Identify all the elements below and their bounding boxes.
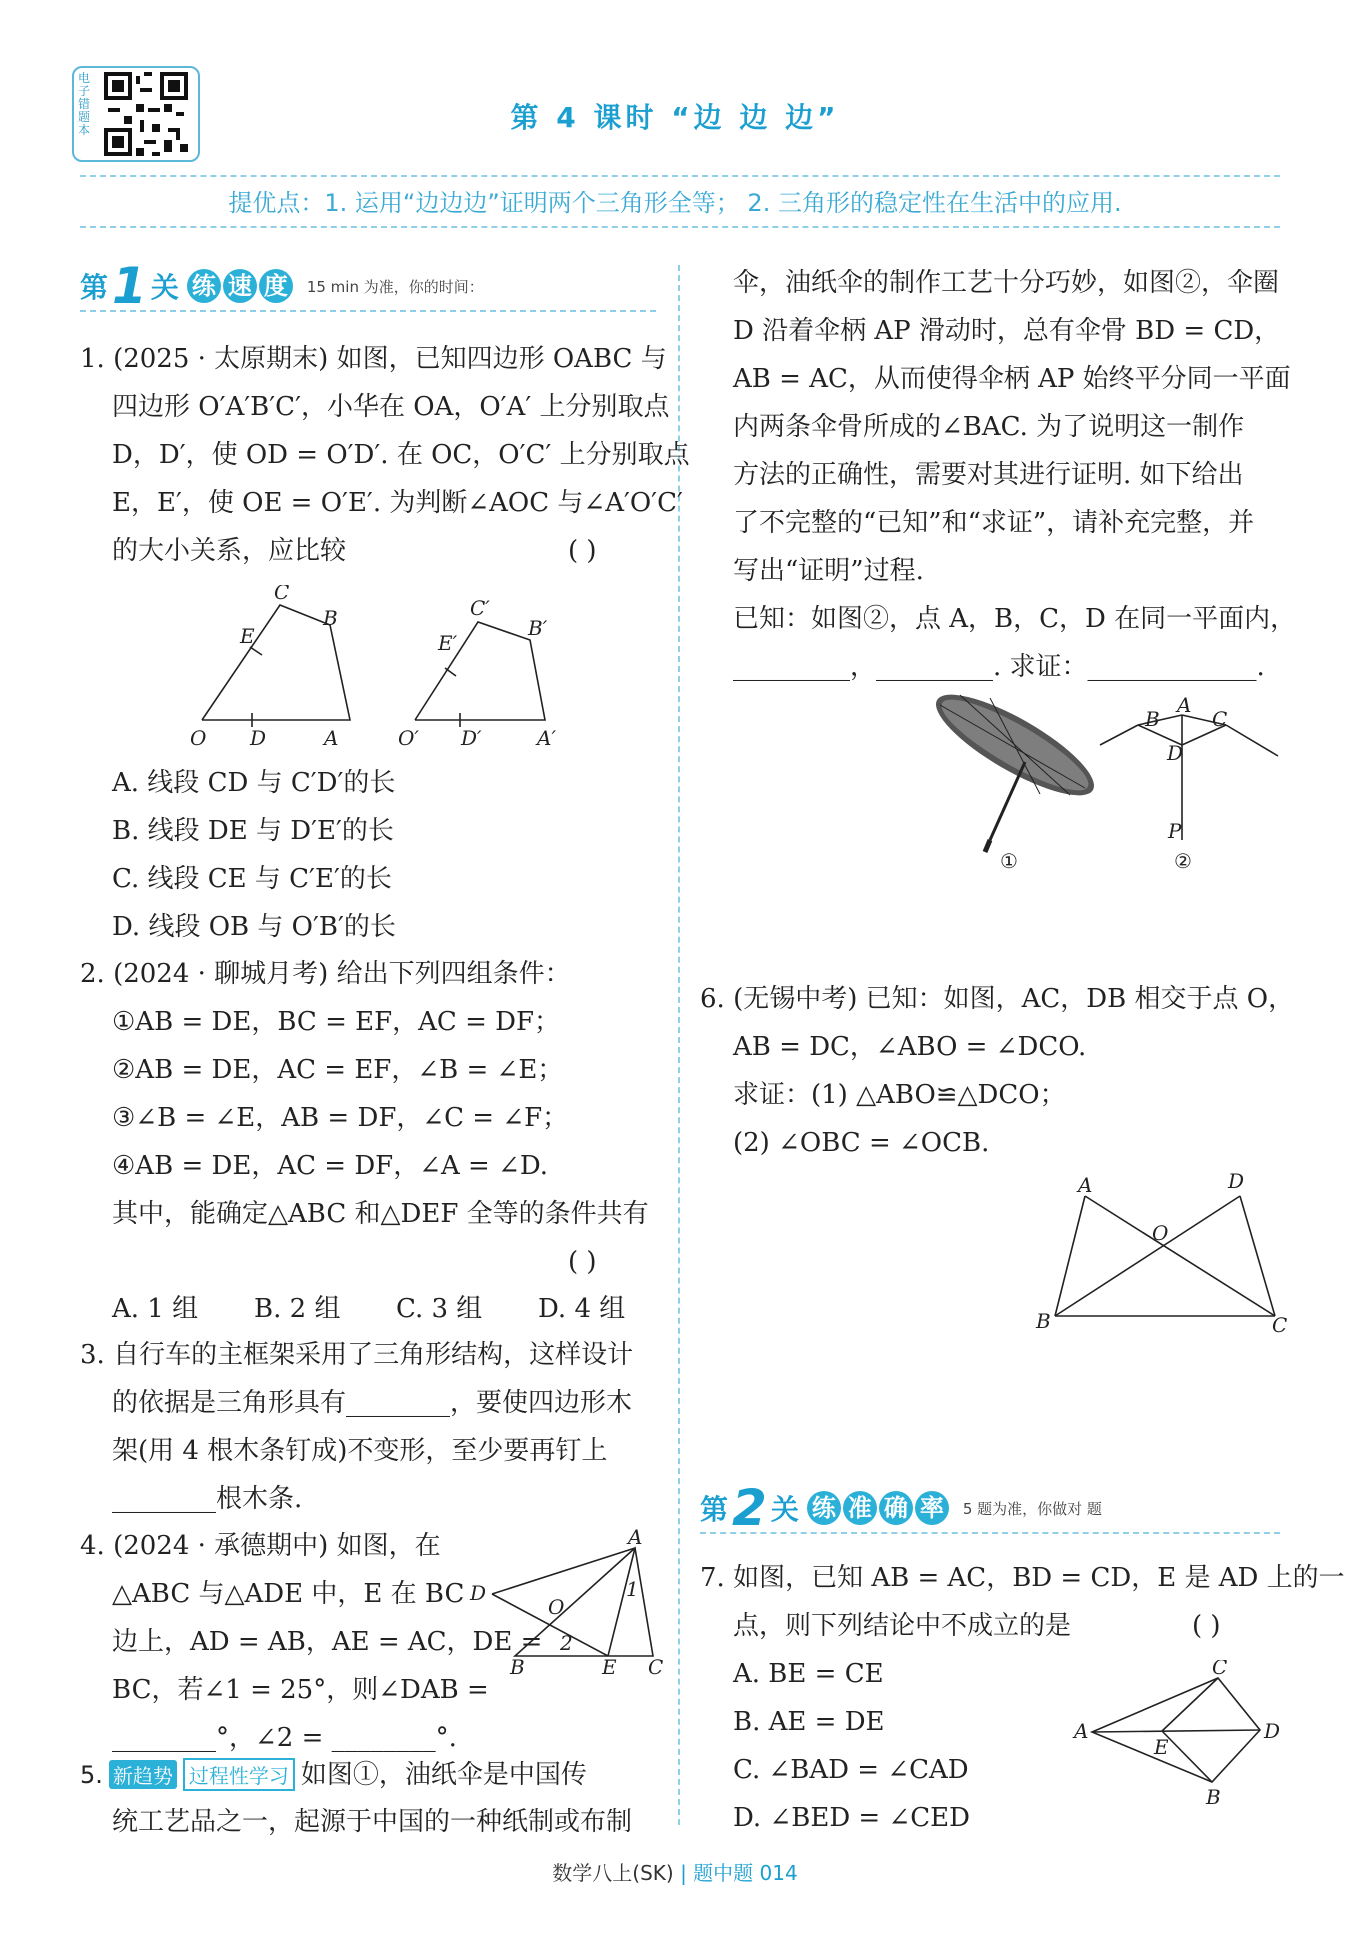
fig-label: 2 — [560, 1631, 573, 1655]
q1-line: D，D′，使 OD = O′D′. 在 OC，O′C′ 上分别取点 — [112, 440, 690, 470]
fig-label: C′ — [470, 596, 490, 620]
section2-header — [700, 1479, 1102, 1537]
fig-label: E — [240, 624, 255, 648]
fig-label: C — [1212, 1660, 1228, 1679]
q1-figure — [180, 585, 580, 750]
q1-block — [80, 343, 690, 567]
key-points: 提优点：1. 运用“边边边”证明两个三角形全等； 2. 三角形的稳定性在生活中的应用. — [228, 189, 1122, 217]
figure-caption: ② — [1174, 849, 1192, 873]
q2-line: 2. (2024 · 聊城月考) 给出下列四组条件： — [80, 959, 571, 989]
q5-figure — [930, 690, 1290, 880]
fig-label: D — [1264, 1719, 1281, 1743]
section1-guan: 关 — [150, 271, 179, 304]
fig-label: D — [1228, 1169, 1245, 1193]
page-number: 014 — [759, 1861, 798, 1885]
page-footer — [0, 1857, 1350, 1886]
fig-label: O — [548, 1595, 565, 1619]
fig-label: O′ — [398, 726, 419, 750]
q6-line: AB = DC，∠ABO = ∠DCO. — [733, 1032, 1087, 1062]
q2-line: 其中，能确定△ABC 和△DEF 全等的条件共有 — [112, 1199, 649, 1229]
fig-label: C — [648, 1655, 664, 1678]
fig-label: A — [1078, 1173, 1093, 1197]
q7-option-b[interactable]: B. AE = DE — [733, 1707, 885, 1737]
q1-line: 的大小关系，应比较 — [112, 536, 347, 566]
footer-book: 数学八上(SK) — [552, 1861, 674, 1885]
fig-label: E — [602, 1655, 617, 1678]
fig-label: C — [1272, 1313, 1288, 1337]
fig-label: B — [323, 606, 338, 630]
q5-line: 统工艺品之一，起源于中国的一种纸制或布制 — [112, 1807, 633, 1837]
q3-block — [80, 1339, 633, 1515]
section1-badge — [187, 269, 293, 303]
fig-label: A — [628, 1528, 643, 1549]
q6-figure — [1030, 1168, 1290, 1338]
q1-option-b[interactable]: B. 线段 DE 与 D′E′的长 — [112, 816, 394, 846]
section1-note: 15 min 为准，你的时间： — [306, 277, 484, 296]
points-divider — [80, 226, 1280, 228]
q1-option-d[interactable]: D. 线段 OB 与 O′B′的长 — [112, 912, 396, 942]
q7-block — [700, 1562, 1345, 1642]
q2-line: ③∠B = ∠E，AB = DF，∠C = ∠F； — [112, 1103, 569, 1133]
q7-answer-paren[interactable]: ( ) — [1192, 1611, 1221, 1641]
q3-line[interactable]: 的依据是三角形具有________，要使四边形木 — [112, 1388, 633, 1418]
q5-number: 5. — [80, 1760, 103, 1789]
q4-line: △ABC 与△ADE 中，E 在 BC — [112, 1579, 465, 1609]
section2-di: 第 — [700, 1493, 729, 1526]
q2-line: ④AB = DE，AC = DF，∠A = ∠D. — [112, 1151, 549, 1181]
q7-option-d[interactable]: D. ∠BED = ∠CED — [733, 1803, 970, 1833]
q5-line: 如图①，油纸伞是中国传 — [300, 1759, 587, 1790]
q2-answer-paren[interactable]: ( ) — [568, 1247, 597, 1277]
fig-label: B — [1036, 1309, 1051, 1333]
lesson-title: 第 4 课时 “边 边 边” — [510, 101, 840, 134]
q1-options — [112, 767, 396, 943]
section2-num: 2 — [732, 1479, 767, 1537]
q2-block — [80, 958, 649, 1230]
q1-line: 四边形 O′A′B′C′，小华在 OA，O′A′ 上分别取点 — [112, 392, 670, 422]
q4-figure — [460, 1528, 670, 1678]
qr-label: 电子错题本 — [78, 71, 91, 137]
umbrella-icon — [930, 690, 1106, 852]
q1-answer-paren[interactable]: ( ) — [568, 536, 597, 566]
fig-label: A′ — [537, 726, 556, 750]
title-divider — [80, 175, 1280, 177]
q5-line: 方法的正确性，需要对其进行证明. 如下给出 — [733, 460, 1244, 490]
q5-line: 了不完整的“已知”和“求证”，请补充完整，并 — [733, 508, 1255, 538]
q5-blank-line[interactable]: _________，_________. 求证：_____________. — [733, 652, 1265, 682]
fig-label: D′ — [461, 726, 482, 750]
badge-char: 练 — [187, 269, 221, 303]
fig-label: B — [1145, 707, 1160, 731]
section2-underline — [700, 1532, 1280, 1534]
q2-line: ②AB = DE，AC = EF，∠B = ∠E； — [112, 1055, 564, 1085]
fig-label: E — [1154, 1735, 1169, 1759]
q5-line: 伞，油纸伞的制作工艺十分巧妙，如图②，伞圈 — [733, 268, 1280, 298]
fig-label: B — [510, 1655, 525, 1678]
q1-option-c[interactable]: C. 线段 CE 与 C′E′的长 — [112, 864, 392, 894]
q5-line: D 沿着伞柄 AP 滑动时，总有伞骨 BD = CD， — [733, 316, 1281, 346]
q1-option-a[interactable]: A. 线段 CD 与 C′D′的长 — [112, 768, 396, 798]
footer-brand: 题中题 — [693, 1861, 754, 1885]
q7-line: 7. 如图，已知 AB = AC，BD = CD，E 是 AD 上的一 — [700, 1563, 1345, 1593]
figure-caption: ① — [1000, 849, 1018, 873]
section1-di: 第 — [80, 271, 109, 304]
q4-line: 4. (2024 · 承德期中) 如图，在 — [80, 1531, 441, 1561]
q5-continued — [733, 267, 1296, 683]
q7-option-c[interactable]: C. ∠BAD = ∠CAD — [733, 1755, 969, 1785]
footer-separator: | — [680, 1861, 687, 1885]
q4-line: 边上，AD = AB，AE = AC，DE = — [112, 1627, 543, 1657]
fig-label: D — [1167, 741, 1184, 765]
q5-trend-tag: 新趋势 — [109, 1760, 177, 1789]
q4-line: BC，若∠1 = 25°，则∠DAB = — [112, 1675, 489, 1705]
q5-header — [80, 1758, 587, 1791]
q5-line: 已知：如图②，点 A，B，C，D 在同一平面内， — [733, 604, 1297, 634]
q7-option-a[interactable]: A. BE = CE — [733, 1659, 884, 1689]
fig-label: A — [324, 726, 339, 750]
q5-line: AB = AC，从而使得伞柄 AP 始终平分同一平面 — [733, 364, 1291, 394]
q2-options — [112, 1293, 658, 1325]
q6-line: 求证：(1) △ABO≌△DCO； — [733, 1080, 1066, 1110]
badge-char: 练 — [807, 1491, 841, 1525]
q5-line: 写出“证明”过程. — [733, 556, 924, 586]
q2-option-b[interactable]: B. 2 组 — [254, 1294, 341, 1324]
fig-label: O — [1152, 1221, 1169, 1245]
q1-line: E，E′，使 OE = O′E′. 为判断∠AOC 与∠A′O′C′ — [112, 488, 683, 518]
q3-line: 架(用 4 根木条钉成)不变形，至少要再钉上 — [112, 1436, 608, 1466]
fig-label: B′ — [528, 616, 548, 640]
fig-label: 1 — [626, 1577, 639, 1601]
q5-process-tag: 过程性学习 — [183, 1758, 295, 1791]
q2-option-a[interactable]: A. 1 组 — [112, 1294, 199, 1324]
q2-option-c[interactable]: C. 3 组 — [396, 1294, 483, 1324]
q7-options — [733, 1658, 970, 1834]
section1-underline — [80, 310, 656, 312]
q3-line: 3. 自行车的主框架采用了三角形结构，这样设计 — [80, 1340, 634, 1370]
badge-char: 确 — [879, 1491, 913, 1525]
fig-label: C — [274, 585, 290, 604]
badge-char: 速 — [223, 269, 257, 303]
fig-label: P — [1168, 819, 1182, 843]
section2-guan: 关 — [770, 1493, 799, 1526]
fig-label: C — [1212, 707, 1228, 731]
fig-label: D — [470, 1581, 487, 1605]
q6-line: (2) ∠OBC = ∠OCB. — [733, 1128, 990, 1158]
badge-char: 率 — [915, 1491, 949, 1525]
q7-figure — [1070, 1660, 1290, 1810]
fig-label: D — [250, 726, 267, 750]
fig-label: E′ — [438, 631, 458, 655]
section2-note: 5 题为准，你做对 题 — [962, 1499, 1102, 1518]
q7-line: 点，则下列结论中不成立的是 — [733, 1611, 1072, 1641]
q6-line: 6. (无锡中考) 已知：如图，AC，DB 相交于点 O， — [700, 984, 1295, 1014]
q1-line: 1. (2025 · 太原期末) 如图，已知四边形 OABC 与 — [80, 344, 667, 374]
q3-line[interactable]: ________根木条. — [112, 1484, 303, 1514]
fig-label: B — [1206, 1785, 1221, 1809]
fig-label: A — [1074, 1719, 1089, 1743]
q6-block — [700, 983, 1294, 1159]
section2-badge — [807, 1491, 949, 1525]
badge-char: 度 — [259, 269, 293, 303]
q4-line[interactable]: ________°，∠2 = ________°. — [112, 1723, 457, 1753]
q5-line: 内两条伞骨所成的∠BAC. 为了说明这一制作 — [733, 412, 1245, 442]
fig-label: A — [1177, 693, 1192, 717]
section1-header — [80, 257, 484, 315]
q2-line: ①AB = DE，BC = EF，AC = DF； — [112, 1007, 561, 1037]
q2-option-d[interactable]: D. 4 组 — [538, 1294, 626, 1324]
fig-label: O — [190, 726, 207, 750]
badge-char: 准 — [843, 1491, 877, 1525]
section1-num: 1 — [112, 257, 147, 315]
